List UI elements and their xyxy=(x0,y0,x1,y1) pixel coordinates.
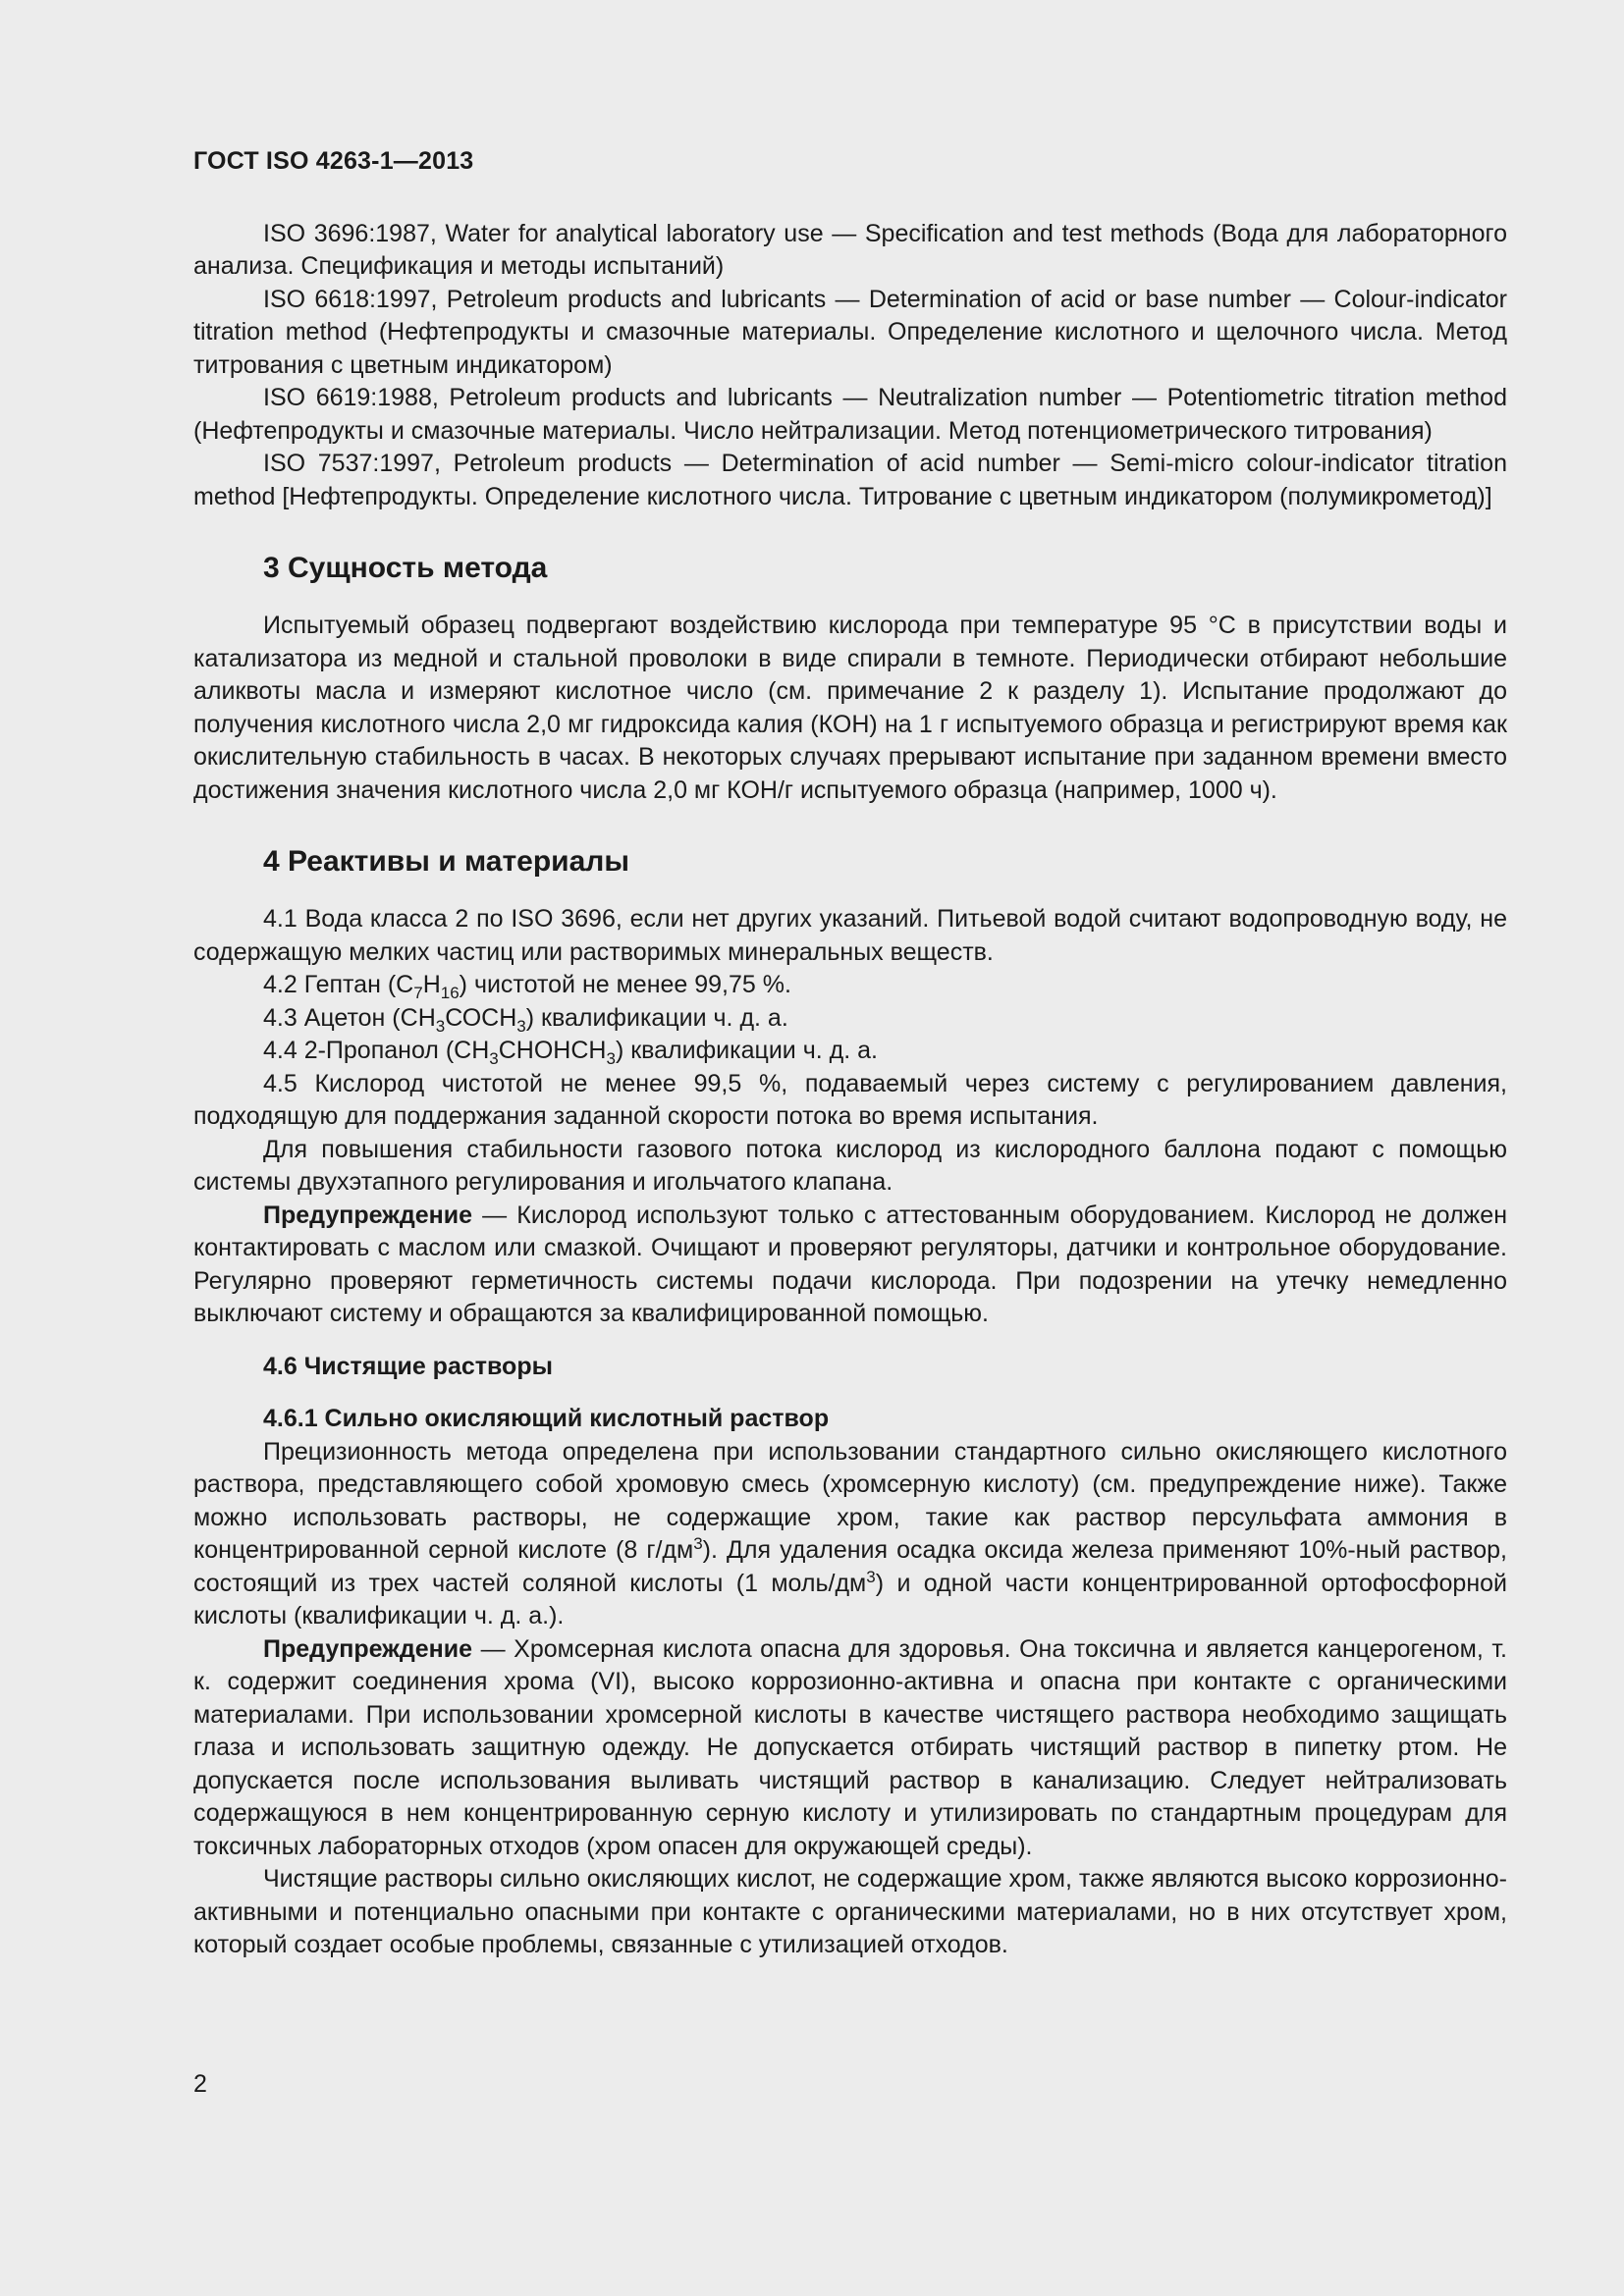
paragraph-4-5: 4.5 Кислород чистотой не менее 99,5 %, подаваемый через систему с регулированием давления, подходящую для поддержания заданной скорости потока во время испытания. xyxy=(193,1069,1507,1130)
reference-iso-7537: ISO 7537:1997, Petroleum products — Determination of acid number — Semi-micro colour-indicator titration method [Нефтепродукты. Определение кислотного числа. Титрование с цветным индикатором (полумикрометод)] xyxy=(193,450,1507,510)
document-header: ГОСТ ISO 4263-1—2013 xyxy=(193,147,474,175)
paragraph-4-3: 4.3 Ацетон $(СН_3СОСН_3)$ квалификации ч. д. а. xyxy=(263,1003,788,1036)
section-4-heading: 4 Реактивы и материалы xyxy=(263,845,629,878)
warning-label: Предупреждение xyxy=(263,1634,473,1663)
page-number: 2 xyxy=(193,2070,207,2098)
warning-oxygen: Предупреждение — Кислород используют только с аттестованным оборудованием. Кислород не должен контактировать с маслом или смазкой. Очищают и проверяют регуляторы, датчики и контрольное оборудование. Регулярно проверяют герметичность системы подачи кислорода. При подозрении на утечку немедленно выключают систему и обращаются за квалифицированной помощью. xyxy=(193,1201,1507,1327)
paragraph-4-2: 4.2 Гептан $(С_7Н_{16})$ чистотой не менее 99,75 %. xyxy=(263,971,791,1002)
paragraph-4-5-note: Для повышения стабильности газового потока кислород из кислородного баллона подают с помощью системы двухэтапного регулирования и игольчатого клапана. xyxy=(193,1135,1507,1196)
section-4-6-1-heading: 4.6.1 Сильно окисляющий кислотный раствор xyxy=(263,1405,830,1432)
warning-label: Предупреждение xyxy=(263,1201,473,1229)
section-4-6-heading: 4.6 Чистящие растворы xyxy=(263,1352,553,1380)
reference-iso-6619: ISO 6619:1988, Petroleum products and lubricants — Neutralization number — Potentiometric titration method (Нефтепродукты и смазочные материалы. Число нейтрализации. Метод потенциометрического титрования) xyxy=(193,384,1507,445)
paragraph-4-6-1: Прецизионность метода определена при использовании стандартного сильно окисляющего кислотного раствора, представляющего собой хромовую смесь (хромсерную кислоту) (см. предупреждение ниже). Также можно использовать растворы, не содержащие хром, такие как раствор персульфата аммония в концентрированной серной кислоте (8 $г/дм^3$). Для удаления осадка оксида железа применяют 10%-ный раствор, состоящий из трех частей соляной кислоты (1 моль/$дм^3$) и одной части концентрированной ортофосфорной кислоты (квалификации ч. д. а.). xyxy=(193,1437,1507,1629)
reference-iso-3696: ISO 3696:1987, Water for analytical laboratory use — Specification and test methods (Вода для лабораторного анализа. Спецификация и методы испытаний) xyxy=(193,219,1507,280)
paragraph-4-1: 4.1 Вода класса 2 по ISO 3696, если нет других указаний. Питьевой водой считают водопроводную воду, не содержащую мелких частиц или растворимых минеральных веществ. xyxy=(193,905,1507,966)
paragraph-4-6-1-final: Чистящие растворы сильно окисляющих кислот, не содержащие хром, также являются высоко коррозионно-активными и потенциально опасными при контакте с органическими материалами, но в них отсутствует хром, который создает особые проблемы, связанные с утилизацией отходов. xyxy=(193,1865,1507,1958)
section-3-text: Испытуемый образец подвергают воздействию кислорода при температуре 95 °С в присутствии воды и катализатора из медной и стальной проволоки в виде спирали в темноте. Периодически отбирают небольшие аликвоты масла и измеряют кислотное число (см. примечание 2 к разделу 1). Испытание продолжают до получения кислотного числа 2,0 мг гидроксида калия (КОН) на 1 г испытуемого образца и регистрируют время как окислительную стабильность в часах. В некоторых случаях прерывают испытание при заданном времени вместо достижения значения кислотного числа 2,0 мг КОН/г испытуемого образца (например, 1000 ч). xyxy=(193,612,1507,804)
section-3-heading: 3 Сущность метода xyxy=(263,552,548,584)
paragraph-4-4: 4.4 2-Пропанол $(СН_3СНОНСН_3)$ квалификации ч. д. а. xyxy=(263,1037,878,1068)
reference-iso-6618: ISO 6618:1997, Petroleum products and lubricants — Determination of acid or base number — Colour-indicator titration method (Нефтепродукты и смазочные материалы. Определение кислотного и щелочного числа. Метод титрования с цветным индикатором) xyxy=(193,285,1507,379)
document-page xyxy=(193,145,1507,1962)
warning-chromic-acid: Предупреждение — Хромсерная кислота опасна для здоровья. Она токсична и является канцерогеном, т. к. содержит соединения хрома (VI), высоко коррозионно-активна и опасна при контакте с органическими материалами. При использовании хромсерной кислоты в качестве чистящего раствора необходимо защищать глаза и использовать защитную одежду. Не допускается отбирать чистящий раствор в пипетку ртом. Не допускается после использования выливать чистящий раствор в канализацию. Следует нейтрализовать содержащуюся в нем концентрированную серную кислоту и утилизировать по стандартным процедурам для токсичных лабораторных отходов (хром опасен для окружающей среды). xyxy=(193,1634,1507,1860)
